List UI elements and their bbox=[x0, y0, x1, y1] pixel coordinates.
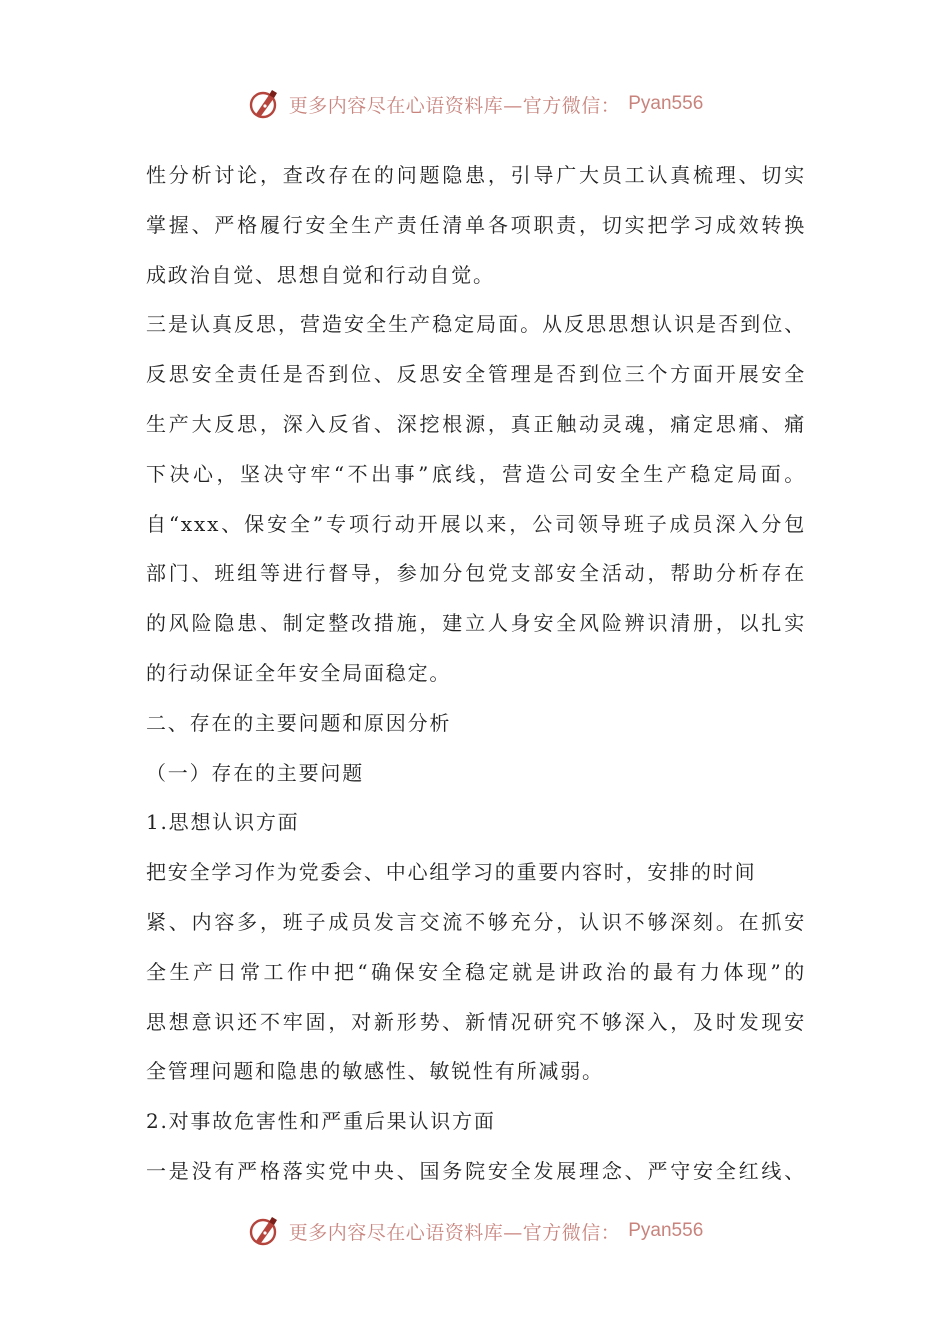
body-line: 下决心，坚决守牢“不出事”底线，营造公司安全生产稳定局面。 bbox=[146, 461, 806, 486]
watermark-banner-top bbox=[0, 84, 950, 124]
body-line: 把安全学习作为党委会、中心组学习的重要内容时，安排的时间 bbox=[146, 860, 757, 885]
body-line: 思想意识还不牢固，对新形势、新情况研究不够深入，及时发现安 bbox=[146, 1009, 806, 1034]
body-line: 的行动保证全年安全局面稳定。 bbox=[146, 660, 452, 685]
body-line: 紧、内容多，班子成员发言交流不够充分，认识不够深刻。在抓安 bbox=[146, 909, 806, 934]
watermark-banner-bottom bbox=[0, 1211, 950, 1251]
pen-nib-circle-icon bbox=[247, 87, 281, 121]
body-line: 三是认真反思，营造安全生产稳定局面。从反思思想认识是否到位、 bbox=[146, 312, 806, 337]
body-line: 的风险隐患、制定整改措施，建立人身安全风险辨识清册，以扎实 bbox=[146, 611, 806, 636]
section-heading: 二、存在的主要问题和原因分析 bbox=[146, 710, 452, 735]
document-body bbox=[146, 151, 806, 1197]
body-line: 生产大反思，深入反省、深挖根源，真正触动灵魂，痛定思痛、痛 bbox=[146, 411, 806, 436]
body-line: 掌握、严格履行安全生产责任清单各项职责，切实把学习成效转换 bbox=[146, 212, 806, 237]
pen-nib-circle-icon bbox=[247, 1214, 281, 1248]
watermark-wechat-id: Pyan556 bbox=[628, 93, 704, 114]
body-line: 全生产日常工作中把“确保安全稳定就是讲政治的最有力体现”的 bbox=[146, 959, 806, 984]
watermark-wechat-id: Pyan556 bbox=[628, 1220, 704, 1241]
item-heading: 2.对事故危害性和严重后果认识方面 bbox=[146, 1109, 496, 1134]
subsection-heading: （一）存在的主要问题 bbox=[146, 760, 364, 785]
body-line: 自“xxx、保安全”专项行动开展以来，公司领导班子成员深入分包 bbox=[146, 511, 806, 536]
watermark-text: 更多内容尽在心语资料库—官方微信： bbox=[288, 94, 621, 117]
body-line: 性分析讨论，查改存在的问题隐患，引导广大员工认真梳理、切实 bbox=[146, 163, 806, 187]
body-line: 部门、班组等进行督导，参加分包党支部安全活动，帮助分析存在 bbox=[146, 561, 806, 586]
item-heading: 1.思想认识方面 bbox=[146, 810, 300, 835]
body-line: 全管理问题和隐患的敏感性、敏锐性有所减弱。 bbox=[146, 1059, 604, 1084]
body-line: 反思安全责任是否到位、反思安全管理是否到位三个方面开展安全 bbox=[146, 362, 806, 387]
watermark-text: 更多内容尽在心语资料库—官方微信： bbox=[288, 1221, 621, 1244]
body-line: 成政治自觉、思想自觉和行动自觉。 bbox=[146, 262, 495, 287]
body-line: 一是没有严格落实党中央、国务院安全发展理念、严守安全红线、 bbox=[146, 1158, 806, 1183]
